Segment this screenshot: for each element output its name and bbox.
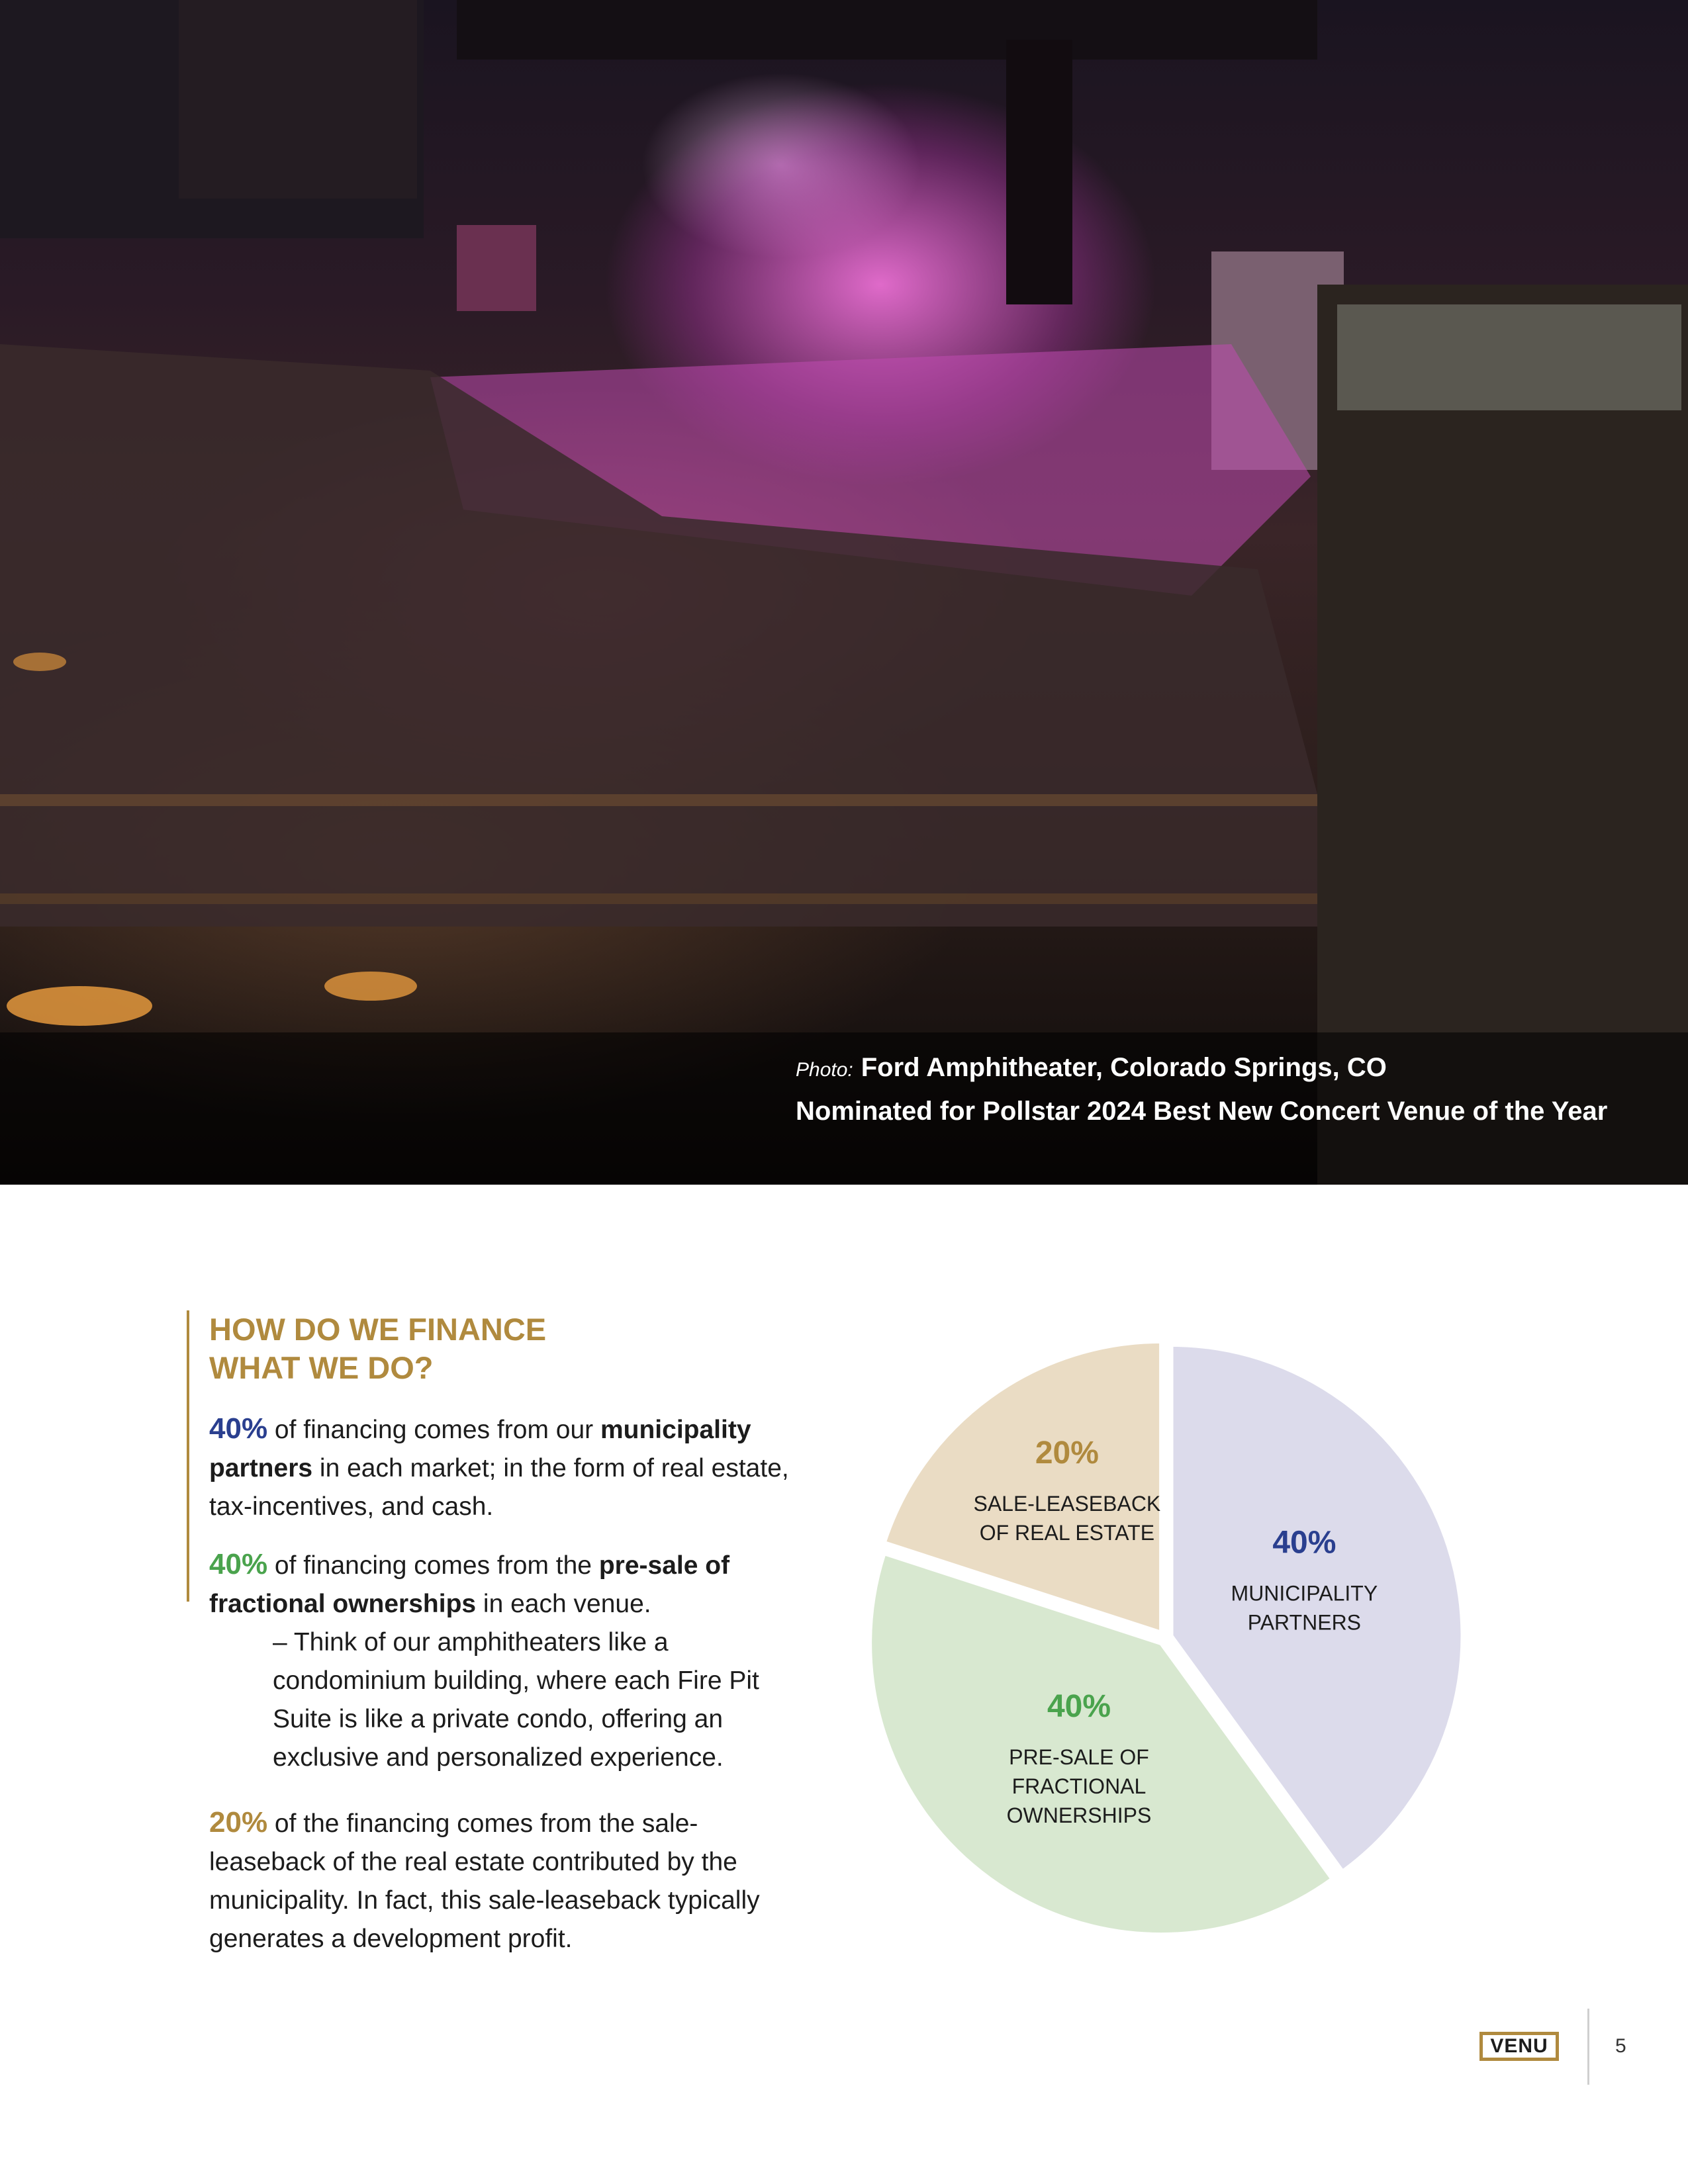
pie-slice-2-label-line-2: FRACTIONAL	[1011, 1774, 1147, 1798]
speaker-array	[1006, 40, 1072, 304]
terrace-rail-1	[0, 794, 1317, 806]
paragraph-municipality	[209, 1410, 805, 1526]
pie-slice-3-value: 20%	[1035, 1435, 1099, 1471]
section-heading	[209, 1310, 546, 1387]
caption-line-1	[796, 1047, 1607, 1091]
pie-slice-1-label-line-2: PARTNERS	[1247, 1610, 1362, 1635]
paragraph-leaseback	[209, 1803, 805, 1958]
fire-pit-2	[324, 972, 417, 1001]
heading-line-2: WHAT WE DO?	[209, 1350, 434, 1385]
pct-presale: 40%	[209, 1548, 268, 1580]
caption-prefix: Photo:	[796, 1059, 853, 1081]
pie-svg	[854, 1324, 1476, 1946]
fire-pit-3	[13, 653, 66, 671]
terrace-rail-2	[0, 893, 1317, 904]
left-screen	[457, 225, 536, 311]
pct-leaseback: 20%	[209, 1806, 268, 1839]
paragraph-presale	[209, 1545, 805, 1777]
page-number: 5	[1615, 2035, 1626, 2057]
heading-line-1: HOW DO WE FINANCE	[209, 1312, 547, 1347]
pie-slice-2-label-line-3: OWNERSHIPS	[1006, 1803, 1152, 1827]
heading-rule	[187, 1310, 189, 1602]
pie-slice-1-value: 40%	[1272, 1525, 1336, 1561]
pct-municipality: 40%	[209, 1412, 268, 1445]
pie-slice-2-label-line-1: PRE-SALE OF	[1009, 1745, 1149, 1769]
financing-pie-chart	[854, 1324, 1476, 1949]
building-right-wall	[1337, 304, 1681, 410]
venu-logo: VENU	[1479, 2032, 1559, 2061]
photo-caption	[796, 1047, 1607, 1132]
pie-slice-3-label-line-2: OF REAL ESTATE	[979, 1521, 1155, 1545]
stage-roof	[457, 0, 1317, 60]
pie-slice-2-value: 40%	[1047, 1688, 1111, 1724]
fire-pit-1	[7, 986, 152, 1026]
footer-divider	[1587, 2009, 1589, 2085]
p1-text-2: in each market; in the form of real estate, tax-incentives, and cash.	[209, 1454, 789, 1521]
p1-text-1: of financing comes from our	[267, 1416, 600, 1444]
p3-text-1: of the financing comes from the sale-leaseback of the real estate contributed by the municipality. In fact, this sale-leaseback typically generates a development profit.	[209, 1809, 760, 1953]
building-mid	[179, 0, 417, 199]
p2-text-2: in each venue.	[476, 1590, 651, 1618]
pie-slice-1-label-line-1: MUNICIPALITY	[1231, 1581, 1378, 1606]
p1-bold: municipality partners	[209, 1416, 751, 1482]
p2-bold: pre-sale of fractional ownerships	[209, 1551, 730, 1618]
p2-indent-note: – Think of our amphitheaters like a condominium building, where each Fire Pit Suite is like a private condo, offering an exclusive and personalized experience.	[273, 1628, 759, 1772]
caption-subtitle: Nominated for Pollstar 2024 Best New Concert Venue of the Year	[796, 1097, 1608, 1126]
p2-text-1: of financing comes from the	[267, 1551, 599, 1580]
caption-title: Ford Amphitheater, Colorado Springs, CO	[861, 1053, 1387, 1082]
pie-slice-3-label-line-1: SALE-LEASEBACK	[973, 1492, 1161, 1516]
